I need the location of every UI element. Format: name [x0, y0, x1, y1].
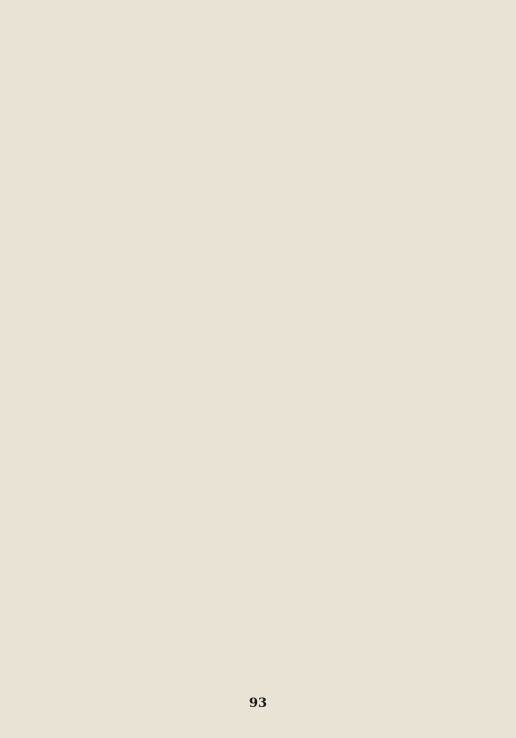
text-column-6 — [355, 20, 371, 678]
text-column-16 — [145, 20, 161, 678]
text-column-21 — [40, 20, 56, 678]
text-column-7 — [334, 296, 350, 678]
text-column-23 — [7, 20, 19, 270]
text-column-22 — [19, 20, 35, 678]
text-column-27 — [271, 296, 287, 678]
text-column-17 — [124, 20, 140, 678]
text-column-1 — [460, 20, 476, 678]
text-column-28 — [250, 296, 266, 678]
text-column-15 — [166, 20, 182, 678]
text-column-12 — [229, 20, 245, 678]
text-column-26 — [292, 296, 308, 678]
text-column-25 — [313, 296, 329, 678]
text-column-3 — [418, 20, 434, 678]
text-column-2 — [439, 20, 455, 678]
text-column-19 — [82, 20, 98, 678]
page-number: 93 — [248, 696, 268, 711]
text-column-24 — [481, 190, 497, 678]
text-column-5 — [376, 20, 392, 678]
text-column-13 — [208, 20, 224, 678]
text-column-14 — [187, 20, 203, 678]
text-column-4 — [397, 20, 413, 678]
text-column-20 — [61, 20, 77, 678]
text-column-18 — [103, 20, 119, 678]
